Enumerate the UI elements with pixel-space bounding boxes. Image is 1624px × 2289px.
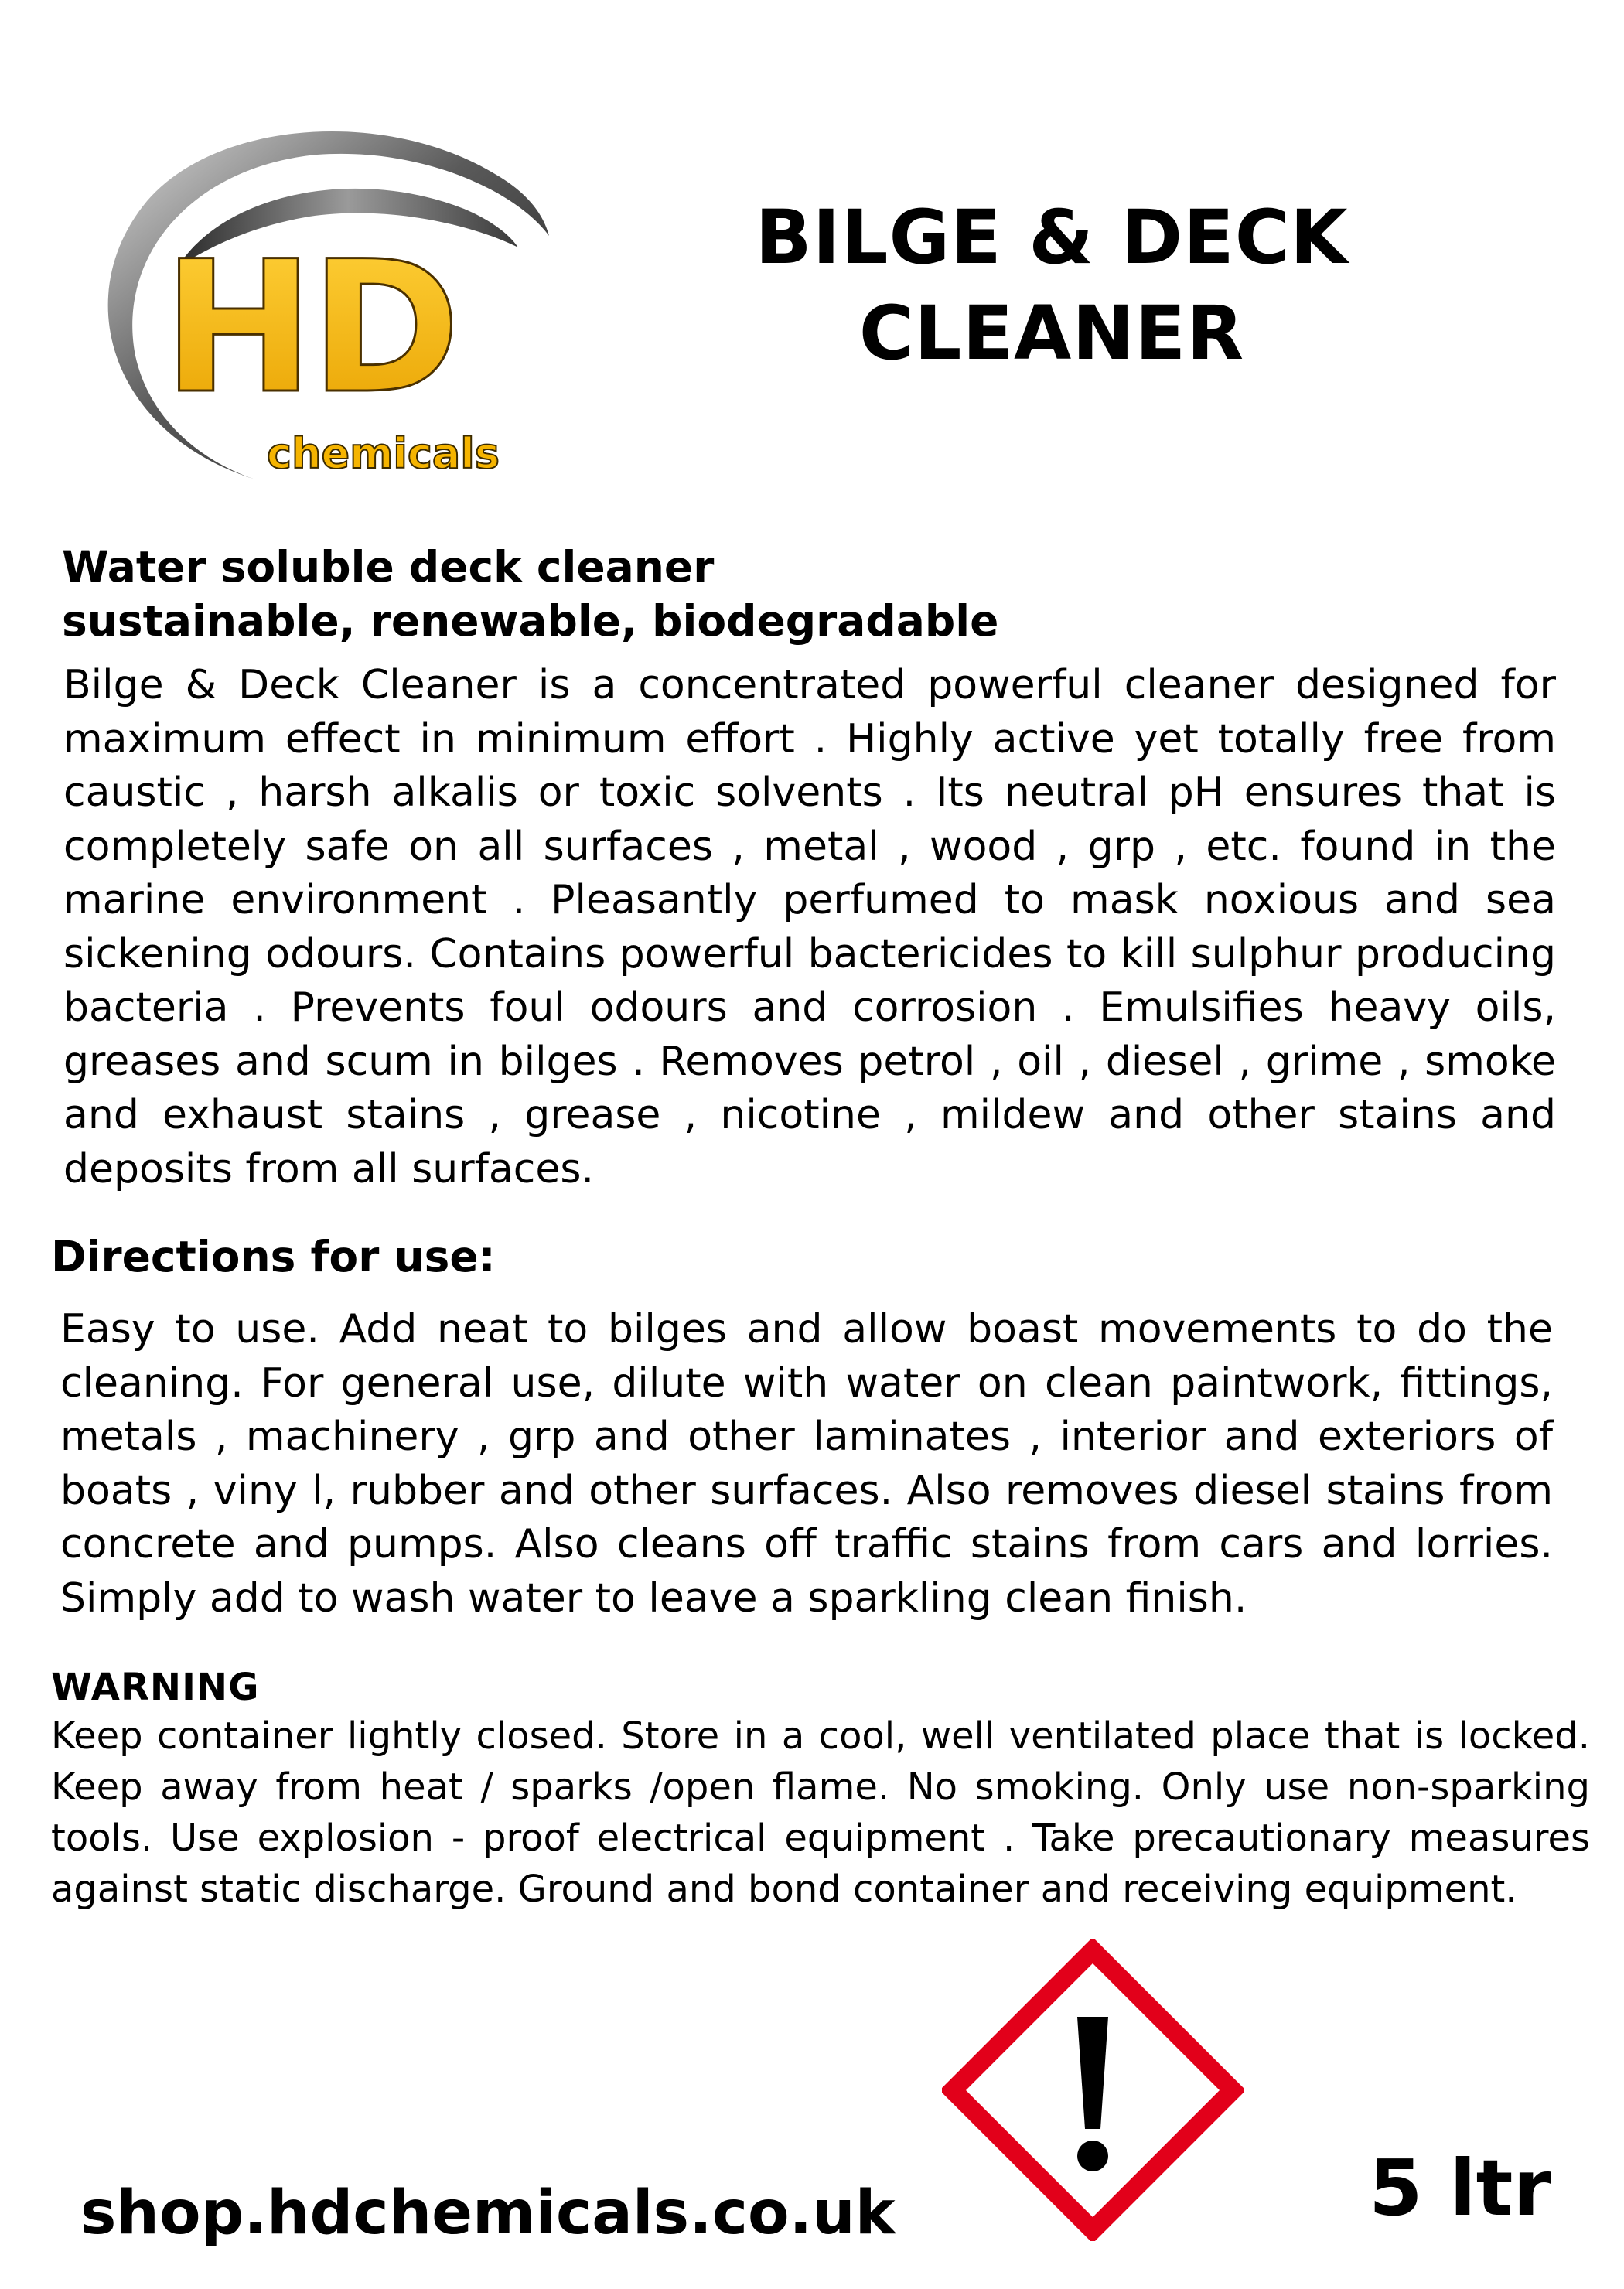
volume-label: 5 ltr (1369, 2143, 1551, 2233)
exclamation-dot (1077, 2141, 1108, 2171)
product-title (665, 189, 1438, 381)
product-description: Bilge & Deck Cleaner is a concentrated powerful cleaner designed for maximum effect in minimum effort . Highly active yet totally free from caustic , harsh alkalis or toxic solvents . Its neutral pH ensures that is completely safe on all surfaces , metal , wood , grp , etc. found in the marine environment . Pleasantly perfumed to mask noxious and sea sickening odours. Contains powerful bactericides to kill sulphur producing bacteria . Prevents foul odours and corrosion . Emulsifies heavy oils, greases and scum in bilges . Removes petrol , oil , diesel , grime , smoke and exhaust stains , grease , nicotine , mildew and other stains and deposits from all surfaces. (63, 662, 1556, 1192)
directions-text: Easy to use. Add neat to bilges and allow boast movements to do the cleaning. For general use, dilute with water on clean paintwork, fittings, metals , machinery , grp and other laminates , interior and exteriors of boats , viny l, rubber and other surfaces. Also removes diesel stains from concrete and pumps. Also cleans off traffic stains from cars and lorries. Simply add to wash water to leave a sparkling clean finish. (60, 1306, 1553, 1622)
exclamation-mark-hazard-icon (942, 1939, 1244, 2241)
subtitle-sustainable: sustainable, renewable, biodegradable (62, 596, 999, 646)
hd-chemicals-logo (62, 101, 557, 503)
warning-heading: WARNING (51, 1666, 260, 1709)
product-title-line1: BILGE & DECK (755, 194, 1349, 281)
directions-heading: Directions for use: (51, 1232, 496, 1281)
product-title-line2: CLEANER (858, 290, 1245, 377)
logo-letters: HD (162, 223, 456, 434)
warning-text: Keep container lightly closed. Store in a cool, well ventilated place that is locked. Keep away from heat / sparks /open flame. No smoking. Only use non-sparking tools. Use explosion - proof electrical equipment . Take precautionary measures against static discharge. Ground and bond container and receiving equipment. (51, 1714, 1590, 1911)
website-url: shop.hdchemicals.co.uk (80, 2178, 896, 2248)
logo-word: chemicals (267, 429, 500, 478)
subtitle-water-soluble: Water soluble deck cleaner (62, 542, 715, 592)
